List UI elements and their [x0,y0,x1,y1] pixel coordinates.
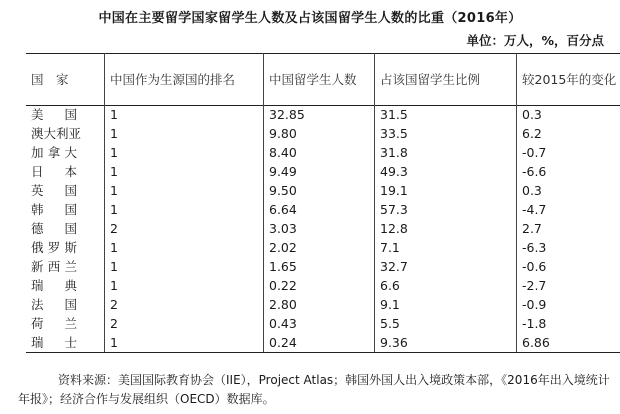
cell-student-count: 9.80 [264,125,375,144]
cell-change: -0.6 [517,258,620,277]
cell-country [26,315,105,334]
cell-share: 9.1 [375,296,517,315]
cell-rank: 1 [105,182,264,201]
cell-student-count: 9.50 [264,182,375,201]
cell-rank: 2 [105,315,264,334]
cell-country [26,163,105,182]
cell-student-count: 2.02 [264,239,375,258]
cell-country [26,258,105,277]
cell-share: 7.1 [375,239,517,258]
country-name: 澳 大 利 亚 [31,126,82,141]
cell-rank: 1 [105,163,264,182]
cell-rank: 1 [105,258,264,277]
cell-rank: 1 [105,106,264,125]
cell-country [26,296,105,315]
cell-change: 2.7 [517,220,620,239]
cell-change: -6.3 [517,239,620,258]
cell-rank: 1 [105,277,264,296]
country-name: 加 拿 大 [31,145,77,160]
cell-change: 6.2 [517,125,620,144]
cell-share: 6.6 [375,277,517,296]
cell-share: 33.5 [375,125,517,144]
cell-country [26,220,105,239]
country-name: 韩 国 [31,202,77,217]
country-name: 新 西 兰 [31,259,77,274]
cell-share: 12.8 [375,220,517,239]
header-share: 占该国留学生比例 [375,54,517,106]
header-rank: 中国作为生源国的排名 [105,54,264,106]
cell-student-count: 0.43 [264,315,375,334]
cell-country [26,239,105,258]
cell-change: -0.7 [517,144,620,163]
cell-share: 32.7 [375,258,517,277]
cell-change: 0.3 [517,182,620,201]
cell-student-count: 0.22 [264,277,375,296]
cell-country [26,125,105,144]
table-row [26,106,620,125]
cell-change: 0.3 [517,106,620,125]
cell-change: -4.7 [517,201,620,220]
table-row [26,258,620,277]
table-title: 中国在主要留学国家留学生人数及占该国留学生人数的比重（2016年） [98,11,522,26]
header-country: 国 家 [31,72,69,87]
cell-share: 19.1 [375,182,517,201]
table-row [26,163,620,182]
cell-student-count: 2.80 [264,296,375,315]
cell-student-count: 0.24 [264,334,375,353]
cell-change: -2.7 [517,277,620,296]
table-row [26,315,620,334]
source-note: 资料来源：美国国际教育协会（IIE），Project Atlas；韩国外国人出入境政策本部，《2016年出入境统计年报》；经济合作与发展组织（OECD）数据库。 [18,373,610,406]
cell-country [26,106,105,125]
country-name: 瑞 典 [31,278,77,293]
table-row [26,201,620,220]
cell-student-count: 8.40 [264,144,375,163]
header-student-count: 中国留学生人数 [264,54,375,106]
cell-country [26,182,105,201]
cell-rank: 1 [105,201,264,220]
cell-rank: 1 [105,334,264,353]
table-row [26,182,620,201]
country-name: 日 本 [31,164,77,179]
cell-change: 6.86 [517,334,620,353]
table-row [26,125,620,144]
cell-rank: 2 [105,296,264,315]
cell-rank: 2 [105,220,264,239]
cell-rank: 1 [105,239,264,258]
cell-change: -6.6 [517,163,620,182]
cell-change: -1.8 [517,315,620,334]
table-body [26,106,620,353]
table-row [26,277,620,296]
cell-share: 31.8 [375,144,517,163]
table-row [26,239,620,258]
cell-share: 49.3 [375,163,517,182]
cell-student-count: 3.03 [264,220,375,239]
cell-country [26,201,105,220]
table-row [26,220,620,239]
cell-country [26,277,105,296]
country-name: 瑞 士 [31,334,77,350]
cell-change: -0.9 [517,296,620,315]
table-header-row [26,54,620,106]
cell-student-count: 6.64 [264,201,375,220]
table-row [26,144,620,163]
table-row [26,296,620,315]
table-row [26,334,620,353]
country-name: 法 国 [31,297,77,312]
country-name: 荷 兰 [31,316,77,331]
cell-country [26,144,105,163]
cell-student-count: 9.49 [264,163,375,182]
cell-student-count: 1.65 [264,258,375,277]
cell-rank: 1 [105,144,264,163]
country-name: 俄 罗 斯 [31,240,77,255]
cell-rank: 1 [105,125,264,144]
cell-student-count: 32.85 [264,106,375,125]
unit-note: 单位：万人，%，百分点 [466,33,604,48]
cell-country [26,334,105,353]
country-name: 英 国 [31,183,77,198]
header-change: 较2015年的变化 [517,54,620,106]
cell-share: 31.5 [375,106,517,125]
country-name: 德 国 [31,221,77,236]
study-abroad-table [26,53,620,353]
cell-share: 5.5 [375,315,517,334]
cell-share: 9.36 [375,334,517,353]
cell-share: 57.3 [375,201,517,220]
country-name: 美 国 [31,107,77,123]
